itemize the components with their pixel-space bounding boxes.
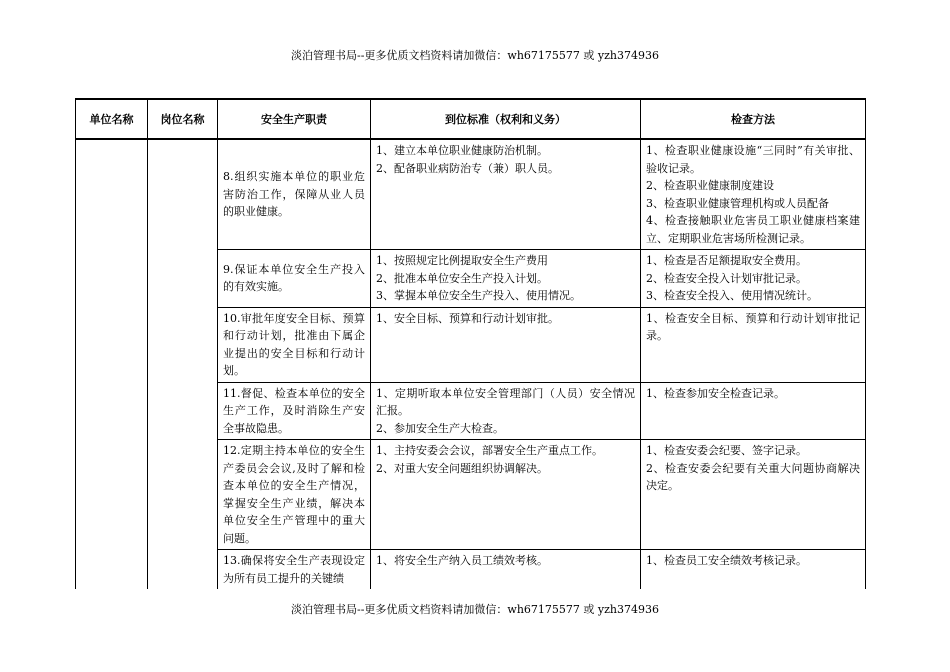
header-safety-duty: 安全生产职责 (218, 99, 371, 139)
duty-text: 10.审批年度安全目标、预算和行动计划，批准由下属企业提出的安全目标和行动计划。 (223, 311, 365, 377)
check-cell (641, 250, 866, 308)
standard-cell (371, 550, 641, 590)
check-item: 3、检查职业健康管理机构或人员配备 (646, 196, 829, 210)
check-item: 1、检查员工安全绩效考核记录。 (646, 554, 807, 567)
check-item: 4、检查接触职业危害员工职业健康档案建立、定期职业危害场所检测记录。 (646, 214, 860, 245)
duty-text: 13.确保将安全生产表现设定为所有员工提升的关键绩 (223, 554, 365, 585)
standard-item: 1、定期听取本单位安全管理部门（人员）安全情况汇报。 (376, 386, 635, 417)
standard-cell (371, 250, 641, 308)
check-cell (641, 550, 866, 590)
standard-item: 1、将安全生产纳入员工绩效考核。 (376, 554, 548, 567)
standard-item: 2、参加安全生产大检查。 (376, 421, 504, 435)
check-item: 2、检查职业健康制度建设 (646, 179, 774, 192)
check-cell (641, 440, 866, 550)
duty-text: 8.组织实施本单位的职业危害防治工作，保障从业人员的职业健康。 (223, 170, 365, 219)
header-check-method: 检查方法 (641, 99, 866, 139)
standard-item: 2、批准本单位安全生产投入计划。 (376, 271, 548, 285)
duty-text: 9.保证本单位安全生产投入的有效实施。 (223, 262, 365, 294)
check-cell (641, 139, 866, 250)
unit-name-cell (76, 139, 148, 589)
check-item: 3、检查安全投入、使用情况统计。 (646, 289, 818, 302)
duty-text: 12.定期主持本单位的安全生产委员会会议,及时了解和检查本单位的安全生产情况，掌握安全生产业绩，解决本单位安全生产管理中的重大问题。 (223, 444, 365, 545)
duty-cell (218, 382, 371, 440)
standard-item: 3、掌握本单位安全生产投入、使用情况。 (376, 289, 581, 302)
standard-item: 1、建立本单位职业健康防治机制。 (376, 144, 548, 157)
standard-item: 2、配备职业病防治专（兼）职人员。 (376, 161, 559, 175)
duty-cell (218, 550, 371, 590)
header-unit-name: 单位名称 (76, 99, 148, 139)
duty-text: 11.督促、检查本单位的安全生产工作，及时消除生产安全事故隐患。 (223, 386, 365, 435)
check-item: 1、检查安全目标、预算和行动计划审批记录。 (646, 311, 860, 342)
standard-item: 1、按照规定比例提取安全生产费用 (376, 254, 548, 267)
check-cell (641, 382, 866, 440)
standard-item: 2、对重大安全问题组织协调解决。 (376, 461, 548, 475)
standard-item: 1、安全目标、预算和行动计划审批。 (376, 311, 559, 325)
check-item: 2、检查安全投入计划审批记录。 (646, 271, 807, 285)
standard-item: 1、主持安委会会议，部署安全生产重点工作。 (376, 444, 603, 457)
post-name-cell (148, 139, 218, 589)
header-post-name: 岗位名称 (148, 99, 218, 139)
duty-cell (218, 139, 371, 250)
check-item: 1、检查是否足额提取安全费用。 (646, 254, 807, 267)
duty-cell (218, 307, 371, 382)
standard-cell (371, 382, 641, 440)
standard-cell (371, 307, 641, 382)
check-cell (641, 307, 866, 382)
page-header: 淡泊管理书局--更多优质文档资料请加微信：wh67175577 或 yzh374936 (291, 49, 659, 62)
standard-cell (371, 139, 641, 250)
table-row (76, 139, 866, 250)
duty-cell (218, 250, 371, 308)
check-item: 1、检查职业健康设施“三同时”有关审批、验收记录。 (646, 144, 860, 175)
table-header-row (76, 99, 866, 139)
check-item: 1、检查参加安全检查记录。 (646, 386, 785, 400)
page-footer: 淡泊管理书局--更多优质文档资料请加微信：wh67175577 或 yzh374936 (291, 603, 659, 616)
check-item: 1、检查安委会纪要、签字记录。 (646, 444, 807, 457)
duty-cell (218, 440, 371, 550)
standard-cell (371, 440, 641, 550)
responsibility-table (75, 98, 866, 589)
check-item: 2、检查安委会纪要有关重大问题协商解决决定。 (646, 461, 860, 492)
header-standard: 到位标准（权利和义务） (371, 99, 641, 139)
